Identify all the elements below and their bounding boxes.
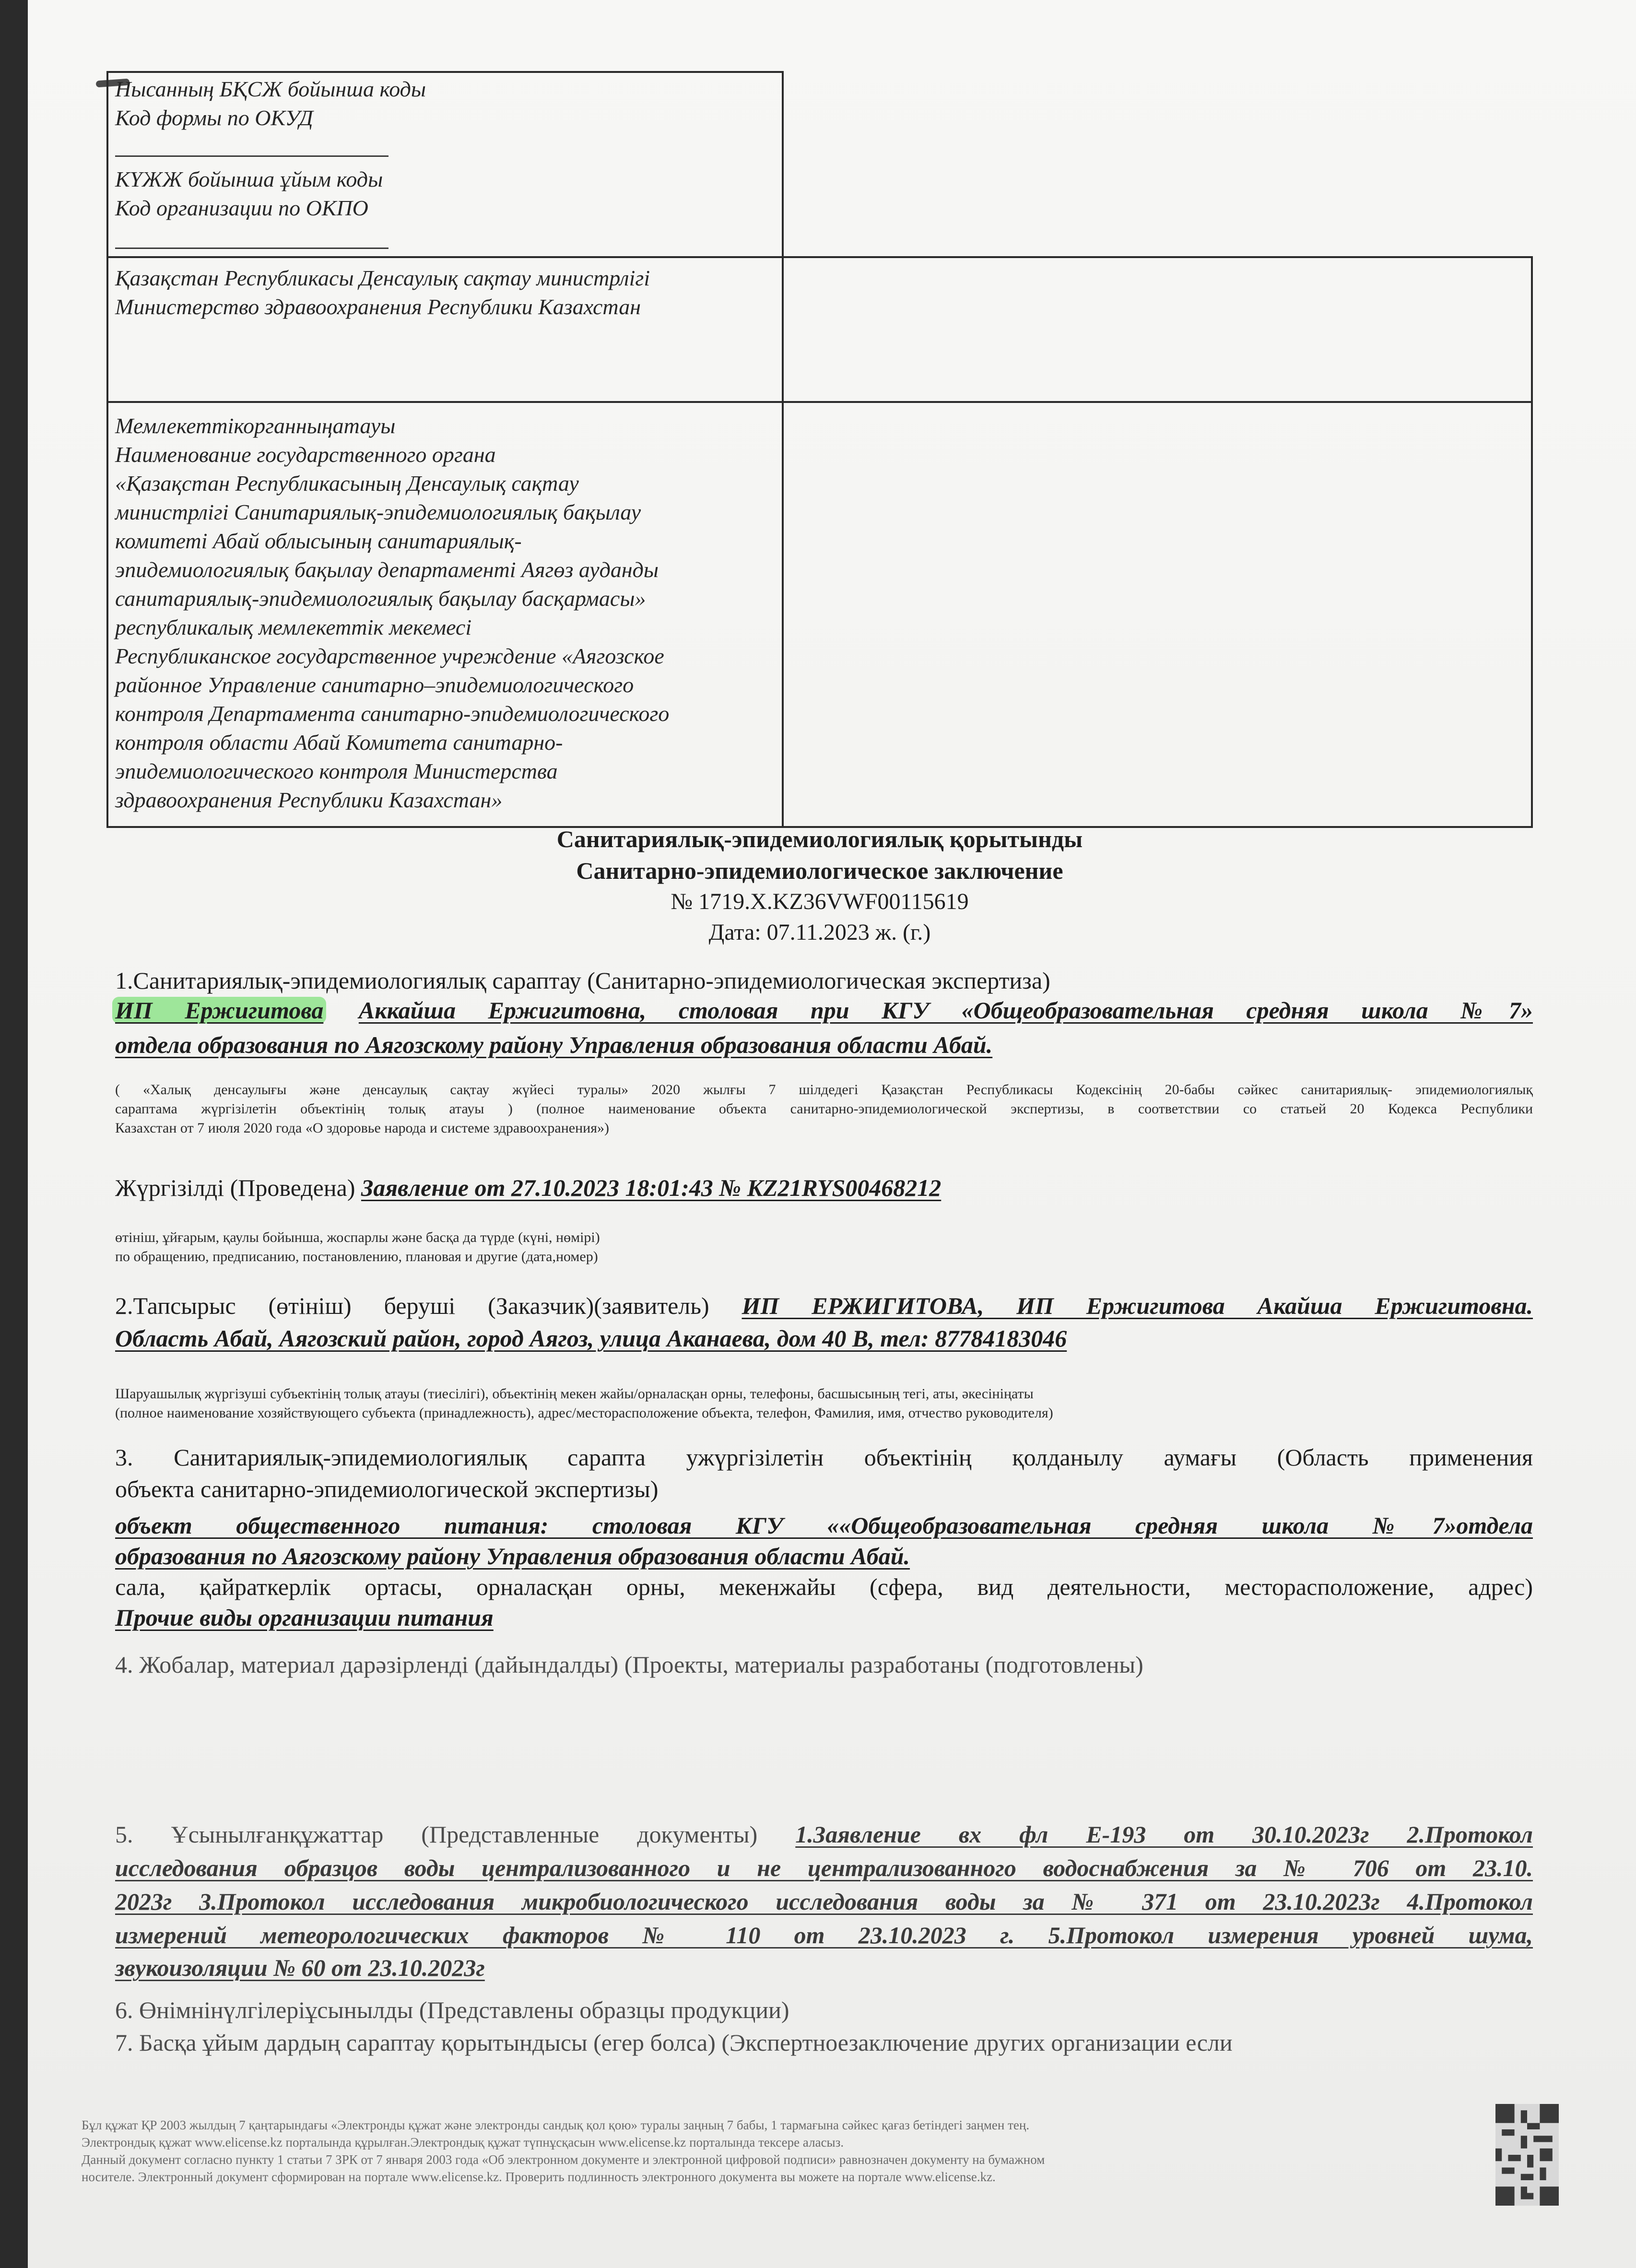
s1-value-line2 [115,1029,1533,1060]
scan-edge [0,0,28,2268]
code-form-kz: Нысанның БҚСЖ бойынша коды [115,77,426,101]
form-code-cell [106,71,784,258]
title-ru: Санитарно-эпидемиологическое заключение [576,857,1063,884]
code-org-ru: Код организации по ОКПО [115,196,368,220]
footer-line: носителе. Электронный документ сформирован на портале www.elicense.kz. Проверить подлинность электронного документа вы можете на портале www.elicense.kz. [82,2170,996,2184]
org-line: контроля области Абай Комитета санитарно- [115,730,563,755]
s6-heading: 6. Өнімнінүлгілеріұсынылды (Представлены образцы продукции) [115,1996,789,2023]
code-form-line [115,155,388,157]
s5-line2 [115,1853,1533,1883]
s3-value-line2 [115,1541,1533,1571]
code-org-line [115,248,388,249]
s2-label: 2.Тапсырыс (өтініш) беруші (Заказчик)(заявитель) [115,1292,709,1319]
s2-note: Шаруашылық жүргізуші субъектінің толық атауы (тиесілігі), объектінің мекен жайы/орналасқан орны, телефоны, басшысының тегі, аты, әкесініңаты [115,1386,1034,1402]
ministry-ru: Министерство здравоохранения Республики Казахстан [115,295,641,319]
s1-highlighted-name: ИП Ержигитова [112,997,326,1024]
ministry-cell [106,256,784,403]
conducted-note: өтініш, ұйғарым, қаулы бойынша, жоспарлы және басқа да түрде (күні, нөмірі) [115,1229,600,1245]
footer-line: Бұл құжат ҚР 2003 жылдың 7 қаңтарындағы «Электронды құжат және электронды сандық қол қою» туралы заңның 7 бабы, 1 тармағына сәйкес қағаз бетіндегі заңмен тең. [82,2118,1030,2132]
s2-value: ИП ЕРЖИГИТОВА, ИП Ержигитова Акайша Ержигитовна. [741,1292,1533,1319]
s2-note: (полное наименование хозяйствующего субъекта (принадлежность), адрес/месторасположение объекта, телефон, Фамилия, имя, отчество руководителя) [115,1405,1053,1421]
org-line: эпидемиологиялық бақылау департаменті Аягөз ауданды [115,557,659,582]
s5-line5 [115,1952,1533,1983]
s5-line1 [115,1819,1533,1850]
org-name-cell [106,401,784,828]
org-line: эпидемиологического контроля Министерства [115,759,558,783]
conducted-value: Заявление от 27.10.2023 18:01:43 № KZ21RYS00468212 [361,1174,942,1201]
conducted-line [115,1172,1533,1203]
ministry-kz: Қазақстан Республикасы Денсаулық сақтау министрлігі [115,266,650,290]
org-line: санитариялық-эпидемиологиялық бақылау басқармасы» [115,586,646,611]
org-line: республикалық мемлекеттік мекемесі [115,615,472,639]
s5-line4 [115,1920,1533,1950]
s1-value: Аккайша Ержигитовна, столовая при КГУ «Общеобразовательная средняя школа №7» [358,997,1533,1024]
org-line: здравоохранения Республики Казахстан» [115,788,503,812]
s1-value-cont: отдела образования по Аягозскому району Управления образования области Абай. [115,1031,993,1058]
org-line: контроля Департамента санитарно-эпидемиологического [115,701,670,726]
s3-value-cont: образования по Аягозскому району Управления образования области Абай. [115,1543,910,1570]
s5-value: 1.Заявление вх фл Е-193 от 30.10.2023г 2.Протокол [795,1821,1533,1848]
s5-value-cont: 2023г 3.Протокол исследования микробиологического исследования воды за № 371 от 23.10.2023г 4.Протокол [115,1888,1533,1915]
s5-value-cont: измерений метеорологических факторов № 110 от 23.10.2023 г. 5.Протокол измерения уровней шума, [115,1922,1533,1949]
s3-scope: сала, қайраткерлік ортасы, орналасқан орны, мекенжайы (сфера, вид деятельности, месторасположение, адрес) [115,1573,1533,1600]
footer-line: Данный документ согласно пункту 1 статьи 7 ЗРК от 7 января 2003 года «Об электронном документе и электронной цифровой подписи» равнозначен документу на бумажном [82,2152,1045,2167]
org-line: министрлігі Санитариялық-эпидемиологиялық бақылау [115,500,641,524]
s4-heading: 4. Жобалар, материал дарәзірленді (дайындалды) (Проекты, материалы разработаны (подготовлены) [115,1651,1143,1678]
s3-heading: 3. Санитариялық-эпидемиологиялық сарапта ужүргізілетін объектінің қолданылу аумағы (Область применения [115,1444,1533,1471]
org-line: Наименование государственного органа [115,442,496,467]
s1-note: Казахстан от 7 июля 2020 года «О здоровье народа и системе здравоохранения») [115,1120,610,1136]
title-kz: Санитариялық-эпидемиологиялық қорытынды [556,826,1083,852]
s1-value-line1 [115,995,1533,1026]
s5-value-cont: звукоизоляции № 60 от 23.10.2023г [115,1954,485,1981]
org-empty-cell [782,401,1533,828]
org-line: комитеті Абай облысының санитариялық- [115,529,522,553]
s1-note: сараптама жүргізілетін объектінің толық атауы ) (полное наименование объекта санитарно-эпидемиологической экспертизы, в соответствии со статьей 20 Кодекса Республики [115,1101,1533,1117]
org-line: районное Управление санитарно–эпидемиологического [115,673,634,697]
document-number: № 1719.Х.KZ36VWF00115619 [671,889,969,914]
conducted-note: по обращению, предписанию, постановлению, плановая и другие (дата,номер) [115,1249,598,1264]
s1-note: ( «Халық денсаулығы және денсаулық сақтау жүйесі туралы» 2020 жылғы 7 шілдедегі Қазақстан Республикасы Кодексінің 20-бабы сәйкес санитариялық- эпидемиологиялық [115,1082,1533,1098]
code-form-ru: Код формы по ОКУД [115,106,313,130]
org-line: «Қазақстан Республикасының Денсаулық сақтау [115,471,579,496]
s5-label: 5. Ұсынылғанқұжаттар (Представленные документы) [115,1821,758,1848]
s2-value-cont: Область Абай, Аягозский район, город Аягоз, улица Аканаева, дом 40 В, тел: 87784183046 [115,1325,1067,1352]
s3-value-line1 [115,1510,1533,1541]
s5-line3 [115,1886,1533,1917]
s3-scope-value-line [115,1602,1533,1633]
s3-value: объект общественного питания: столовая КГУ ««Общеобразовательная средняя школа №7»отдела [115,1512,1533,1539]
footer-notice [82,2116,1463,2185]
s3-scope-value: Прочие виды организации питания [115,1604,494,1631]
s3-heading-cont: объекта санитарно-эпидемиологической экспертизы) [115,1476,659,1502]
footer-line: Электрондық құжат www.elicense.kz порталында құрылған.Электрондық құжат түпнұсқасын www.elicense.kz порталында тексере аласыз. [82,2135,844,2150]
org-line: Мемлекеттікорганныңатауы [115,413,396,438]
qr-code [1495,2104,1559,2206]
header-table [106,71,1533,812]
org-line: Республиканское государственное учреждение «Аягозское [115,644,664,668]
s7-heading: 7. Басқа ұйым дардың сараптау қорытындысы (егер болса) (Экспертноезаключение других организации если [115,2029,1233,2056]
s5-value-cont: исследования образцов воды централизованного и не централизованного водоснабжения за № 706 от 23.10. [115,1855,1533,1881]
s2-line1 [115,1290,1533,1321]
ministry-empty-cell [782,256,1533,403]
s1-heading: 1.Санитариялық-эпидемиологиялық сараптау (Санитарно-эпидемиологическая экспертиза) [115,967,1050,994]
s2-line2 [115,1323,1533,1354]
code-org-kz: КҮЖЖ бойынша ұйым коды [115,167,383,191]
document-date: Дата: 07.11.2023 ж. (г.) [708,920,931,945]
conducted-label: Жүргізілді (Проведена) [115,1174,355,1201]
